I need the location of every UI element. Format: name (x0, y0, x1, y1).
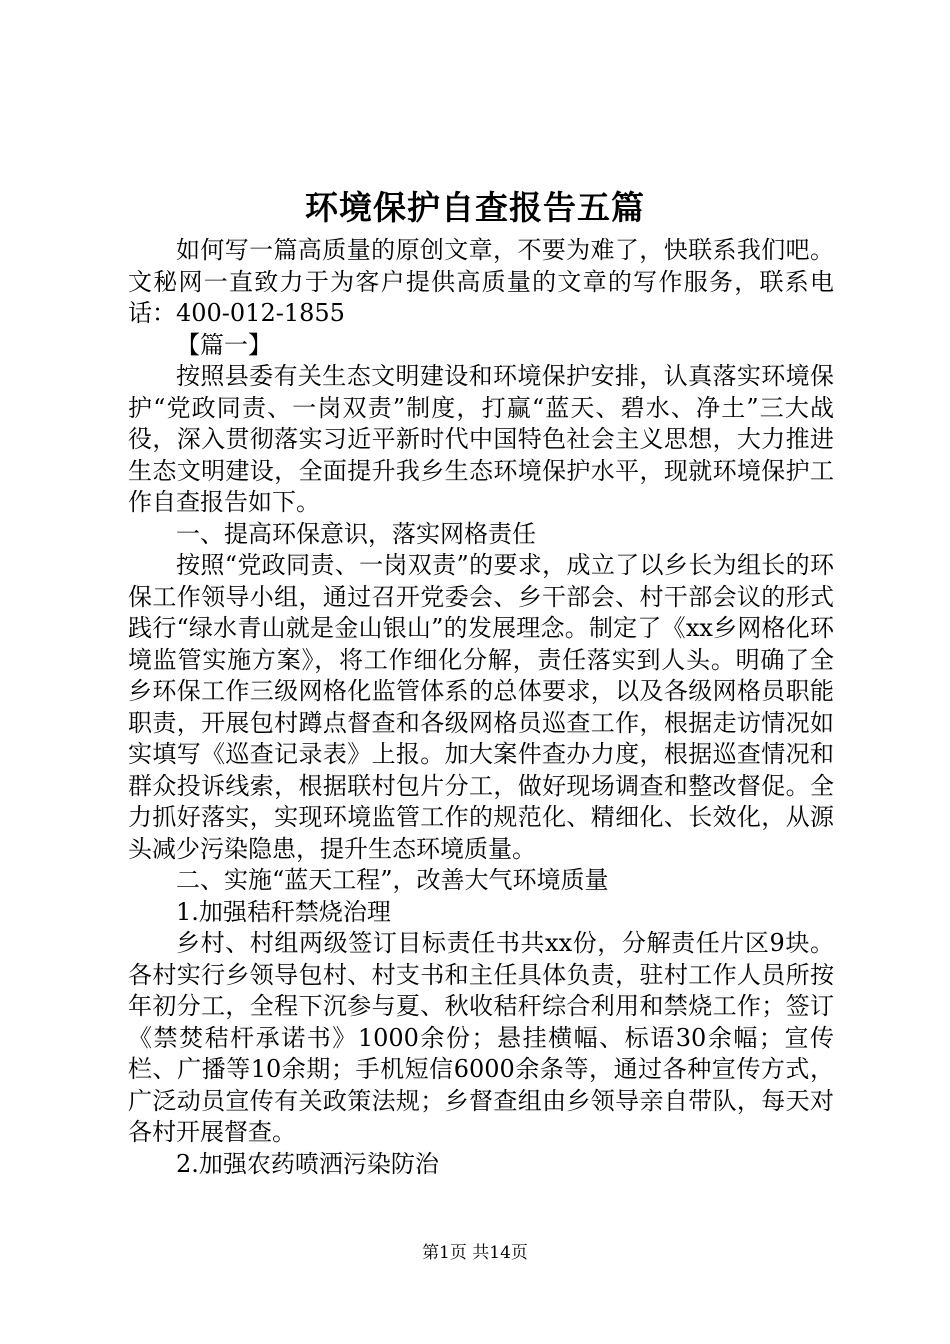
body-paragraph: 按照“党政同责、一岗双责”的要求，成立了以乡长为组长的环保工作领导小组，通过召开党委会、乡干部会、村干部会议的形式践行“绿水青山就是金山银山”的发展理念。制定了《xx乡网格化环境监管实施方案》，将工作细化分解，责任落实到人头。明确了全乡环保工作三级网格化监管体系的总体要求，以及各级网格员职能职责，开展包村蹲点督查和各级网格员巡查工作，根据走访情况如实填写《巡查记录表》上报。加大案件查办力度，根据巡查情况和群众投诉线索，根据联村包片分工，做好现场调查和整改督促。全力抓好落实，实现环境监管工作的规范化、精细化、长效化，从源头减少污染隐患，提升生态环境质量。 (128, 551, 834, 863)
subsection-heading: 2.加强农药喷洒污染防治 (176, 1149, 439, 1178)
page-footer: 第1页 共14页 (422, 1243, 528, 1263)
document-title: 环境保护自查报告五篇 (305, 188, 645, 227)
intro-paragraph: 如何写一篇高质量的原创文章，不要为难了，快联系我们吧。文秘网一直致力于为客户提供高质量的文章的写作服务，联系电话：400-012-1855 (128, 236, 834, 327)
document-body (128, 235, 834, 1180)
body-paragraph: 乡村、村组两级签订目标责任书共xx份，分解责任片区9块。各村实行乡领导包村、村支书和主任具体负责，驻村工作人员所按年初分工，全程下沉参与夏、秋收秸秆综合利用和禁烧工作；签订《禁焚秸杆承诺书》1000余份；悬挂横幅、标语30余幅；宣传栏、广播等10余期；手机短信6000余条等，通过各种宣传方式，广泛动员宣传有关政策法规；乡督查组由乡领导亲自带队，每天对各村开展督查。 (128, 929, 834, 1146)
section-label: 【篇一】 (176, 330, 272, 359)
section-heading: 一、提高环保意识，落实网格责任 (176, 519, 536, 548)
body-paragraph: 按照县委有关生态文明建设和环境保护安排，认真落实环境保护“党政同责、一岗双责”制度，打赢“蓝天、碧水、净土”三大战役，深入贯彻落实习近平新时代中国特色社会主义思想，大力推进生态文明建设，全面提升我乡生态环境保护水平，现就环境保护工作自查报告如下。 (128, 362, 834, 516)
section-heading: 二、实施“蓝天工程”，改善大气环境质量 (176, 866, 609, 894)
subsection-heading: 1.加强秸秆禁烧治理 (176, 897, 391, 926)
